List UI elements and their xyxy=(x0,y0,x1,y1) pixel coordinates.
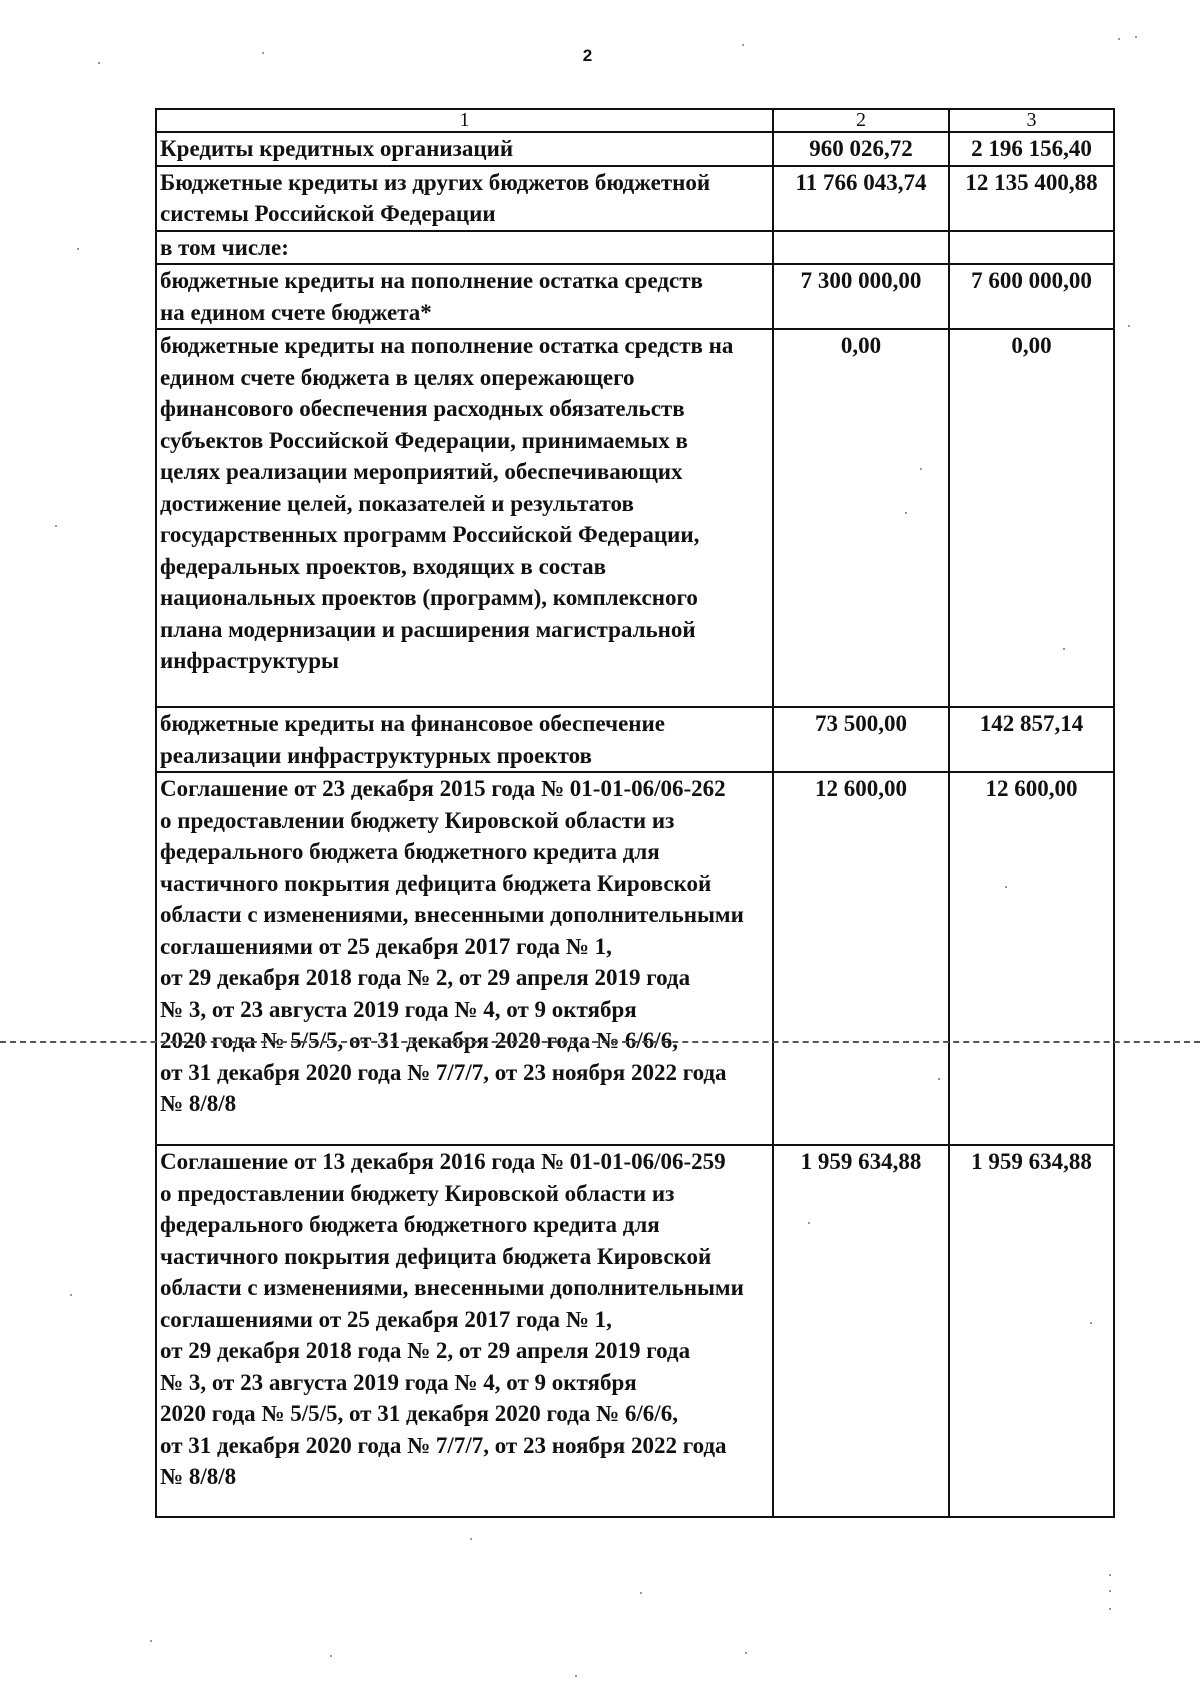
scan-speck xyxy=(1109,1574,1111,1576)
scan-speck xyxy=(77,248,79,250)
scan-speck xyxy=(938,1078,940,1080)
row-value-2: 73 500,00 xyxy=(773,707,949,772)
row-value-3: 7 600 000,00 xyxy=(949,264,1114,329)
table-row xyxy=(156,707,1114,772)
row-label-text: Соглашение от 23 декабря 2015 года № 01-01-06/06-262 о предоставлении бюджету Кировской области из федерального бюджета бюджетного кредита для частичного покрытия дефицита бюджета Кировской области с изменениями, внесенными дополнительными соглашениями от 25 декабря 2017 года № 1, от 29 декабря 2018 года № 2, от 29 апреля 2019 года № 3, от 23 августа 2019 года № 4, от 9 октября 2020 года № 5/5/5, от 31 декабря 2020 года № 6/6/6, от 31 декабря 2020 года № 7/7/7, от 23 ноября 2022 года № 8/8/8 xyxy=(160,776,744,1116)
row-label-text: Бюджетные кредиты из других бюджетов бюджетной системы Российской Федерации xyxy=(160,169,711,226)
row-value-2: 1 959 634,88 xyxy=(773,1145,949,1517)
budget-credits-table xyxy=(155,108,1115,1518)
row-value-3: 0,00 xyxy=(949,329,1114,707)
scan-speck xyxy=(1090,1322,1092,1324)
row-label xyxy=(156,166,773,231)
row-label xyxy=(156,1145,773,1517)
table-row xyxy=(156,231,1114,265)
scan-speck xyxy=(808,1222,810,1224)
table-header-row xyxy=(156,109,1114,132)
row-value-2: 0,00 xyxy=(773,329,949,707)
row-label-text: в том числе: xyxy=(160,234,289,260)
scan-speck xyxy=(470,1538,472,1540)
scan-speck xyxy=(742,44,744,46)
scan-speck xyxy=(55,525,57,527)
row-value-3: 12 135 400,88 xyxy=(949,166,1114,231)
row-value-2: 960 026,72 xyxy=(773,132,949,166)
row-value-3: 1 959 634,88 xyxy=(949,1145,1114,1517)
scan-speck xyxy=(640,1592,642,1594)
scan-speck xyxy=(575,1675,577,1677)
row-value-3: 12 600,00 xyxy=(949,772,1114,1145)
row-label-text: бюджетные кредиты на пополнение остатка средств на едином счете бюджета в целях опережающего финансового обеспечения расходных обязательств субъектов Российской Федерации, принимаемых в целях реализации мероприятий, обеспечивающих достижение целей, показателей и результатов государственных программ Российской Федерации, федеральных проектов, входящих в состав национальных проектов (программ), комплексного плана модернизации и расширения магистральной инфраструктуры xyxy=(160,333,734,673)
scan-speck xyxy=(150,1640,152,1642)
row-label xyxy=(156,707,773,772)
scan-speck xyxy=(905,512,907,514)
scan-speck xyxy=(745,1652,747,1654)
column-header-2: 2 xyxy=(773,109,949,132)
row-label xyxy=(156,132,773,166)
scan-speck xyxy=(98,62,100,64)
column-header-3: 3 xyxy=(949,109,1114,132)
row-value-2: 7 300 000,00 xyxy=(773,264,949,329)
row-label xyxy=(156,264,773,329)
scan-speck xyxy=(70,1294,72,1296)
scan-speck xyxy=(262,52,264,54)
scan-fold-line xyxy=(0,1041,1200,1043)
row-label-text: Кредиты кредитных организаций xyxy=(160,136,514,161)
row-label-text: бюджетные кредиты на пополнение остатка средств на едином счете бюджета* xyxy=(160,268,703,325)
scan-speck xyxy=(1135,36,1137,38)
row-label xyxy=(156,329,773,707)
scan-speck xyxy=(1118,38,1120,40)
row-label-text: бюджетные кредиты на финансовое обеспечение реализации инфраструктурных проектов xyxy=(160,711,665,768)
scan-speck xyxy=(1109,1590,1111,1592)
scan-speck xyxy=(1063,648,1065,650)
row-value-2: 11 766 043,74 xyxy=(773,166,949,231)
row-value-3: 2 196 156,40 xyxy=(949,132,1114,166)
scan-speck xyxy=(920,468,922,470)
row-label xyxy=(156,772,773,1145)
scan-speck xyxy=(1109,1608,1111,1610)
table-row xyxy=(156,772,1114,1145)
page-number: 2 xyxy=(582,46,593,65)
table-row xyxy=(156,329,1114,707)
scan-speck xyxy=(330,1655,332,1657)
table-row xyxy=(156,132,1114,166)
column-header-1: 1 xyxy=(156,109,773,132)
row-value-2 xyxy=(773,231,949,265)
row-value-3 xyxy=(949,231,1114,265)
scan-speck xyxy=(1128,325,1130,327)
row-label-text: Соглашение от 13 декабря 2016 года № 01-01-06/06-259 о предоставлении бюджету Кировской области из федерального бюджета бюджетного кредита для частичного покрытия дефицита бюджета Кировской области с изменениями, внесенными дополнительными соглашениями от 25 декабря 2017 года № 1, от 29 декабря 2018 года № 2, от 29 апреля 2019 года № 3, от 23 августа 2019 года № 4, от 9 октября 2020 года № 5/5/5, от 31 декабря 2020 года № 6/6/6, от 31 декабря 2020 года № 7/7/7, от 23 ноября 2022 года № 8/8/8 xyxy=(160,1149,744,1489)
table-row xyxy=(156,1145,1114,1517)
scan-speck xyxy=(1005,886,1007,888)
table-row xyxy=(156,166,1114,231)
row-value-3: 142 857,14 xyxy=(949,707,1114,772)
row-value-2: 12 600,00 xyxy=(773,772,949,1145)
row-label xyxy=(156,231,773,265)
table-row xyxy=(156,264,1114,329)
